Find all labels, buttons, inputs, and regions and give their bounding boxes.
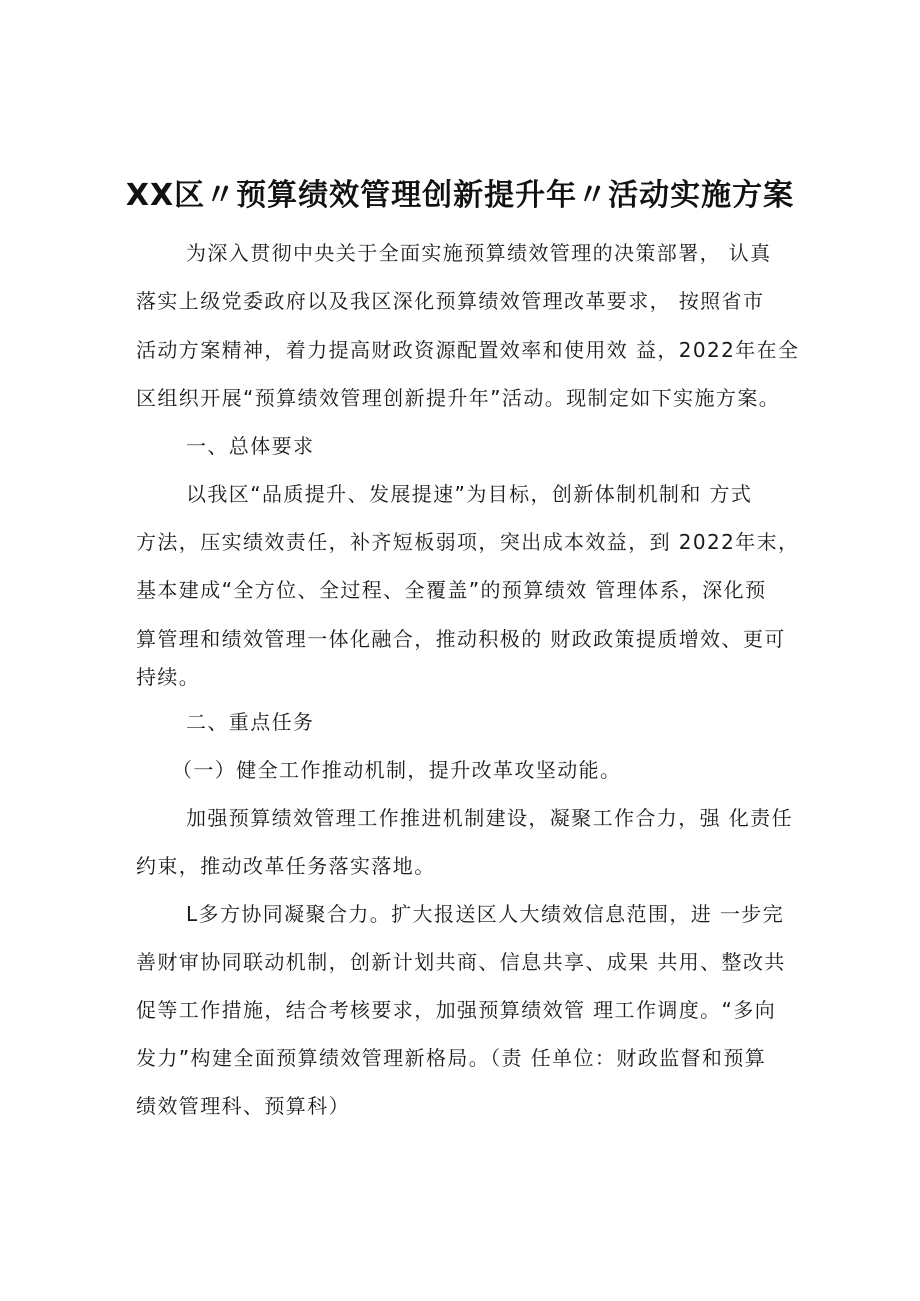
document-title: XX区〃预算绩效管理创新提升年〃活动实施方案 (125, 178, 795, 213)
paragraph-goals-line-1: 以我区“品质提升、发展提速”为目标，创新体制机制和 方式 (186, 482, 753, 506)
paragraph-coordination-line-1: L多方协同凝聚合力。扩大报送区人大绩效信息范围，进 一步完 (186, 902, 785, 926)
paragraph-goals-line-5: 持续。 (136, 665, 201, 689)
section-heading-general-requirements: 一、总体要求 (186, 434, 315, 458)
paragraph-intro-line-3: 活动方案精神，着力提高财政资源配置效率和使用效 益，2022年在全 (136, 338, 800, 362)
paragraph-goals-line-2: 方法，压实绩效责任，补齐短板弱项，突出成本效益，到 2022年末， (136, 530, 800, 554)
paragraph-intro-line-2: 落实上级党委政府以及我区深化预算绩效管理改革要求， 按照省市 (136, 289, 765, 313)
paragraph-coordination-line-4: 发力”构建全面预算绩效管理新格局。（责 任单位：财政监督和预算 (136, 1046, 767, 1070)
paragraph-mechanism-line-2: 约束，推动改革任务落实落地。 (136, 854, 436, 878)
paragraph-coordination-line-5: 绩效管理科、预算科） (136, 1094, 350, 1118)
paragraph-goals-line-3: 基本建成“全方位、全过程、全覆盖”的预算绩效 管理体系，深化预 (136, 578, 767, 602)
paragraph-mechanism-line-1: 加强预算绩效管理工作推进机制建设，凝聚工作合力，强 化责任 (186, 806, 793, 830)
section-heading-key-tasks: 二、重点任务 (186, 710, 315, 734)
paragraph-intro-line-4: 区组织开展“预算绩效管理创新提升年”活动。现制定如下实施方案。 (136, 386, 781, 410)
paragraph-intro-line-1: 为深入贯彻中央关于全面实施预算绩效管理的决策部署， 认真 (186, 241, 772, 265)
subsection-heading-1: （一）健全工作推动机制，提升改革攻坚动能。 (172, 758, 622, 782)
paragraph-coordination-line-3: 促等工作措施，结合考核要求，加强预算绩效管 理工作调度。“多向 (136, 998, 777, 1022)
paragraph-goals-line-4: 算管理和绩效管理一体化融合，推动积极的 财政政策提质增效、更可 (136, 627, 786, 651)
paragraph-coordination-line-2: 善财审协同联动机制，创新计划共商、信息共享、成果 共用、整改共 (136, 950, 786, 974)
